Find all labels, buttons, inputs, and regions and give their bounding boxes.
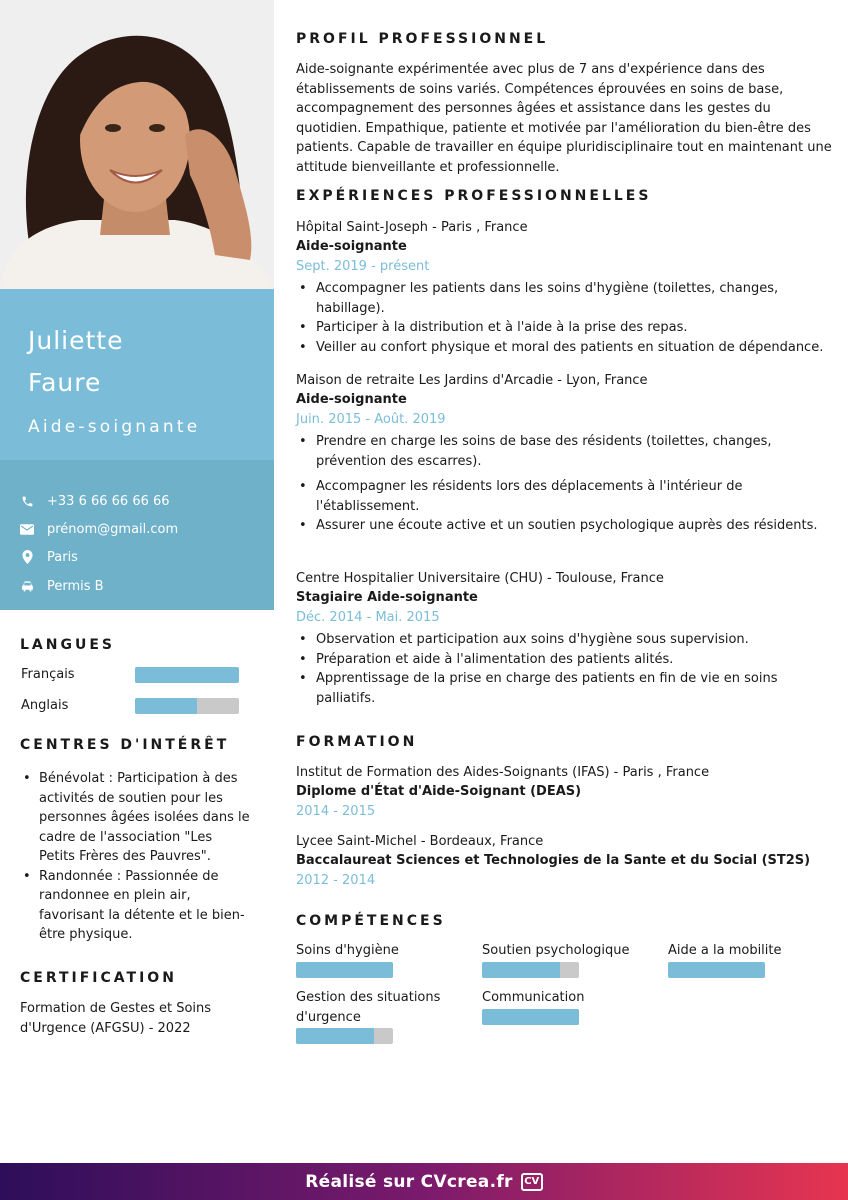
list-item: • Randonnée : Passionnée de randonnee en plein air, favorisant la détente et le bien-être physique.: [20, 867, 250, 945]
skill-item: [482, 988, 652, 1008]
last-name: Faure: [28, 368, 102, 397]
skill-name: Soutien psychologique: [482, 943, 630, 958]
job-title: Aide-soignante: [28, 417, 201, 437]
skill-name: Communication: [482, 990, 585, 1005]
education-degree: Diplome d'État d'Aide-Soignant (DEAS): [296, 784, 582, 799]
education-item: [296, 763, 836, 822]
skill-level-bar: [296, 962, 393, 978]
language-row: [21, 698, 241, 716]
contact-block: [0, 460, 274, 610]
education-school: Institut de Formation des Aides-Soignants (IFAS) - Paris , France: [296, 765, 710, 780]
experience-dates: Déc. 2014 - Mai. 2015: [296, 610, 440, 625]
skill-item: [296, 988, 456, 1028]
profile-photo: [0, 0, 274, 289]
experience-place: Maison de retraite Les Jardins d'Arcadie - Lyon, France: [296, 373, 648, 388]
list-item: • Prendre en charge les soins de base des résidents (toilettes, changes, prévention des escarres).: [296, 432, 836, 471]
profile-photo-illustration: [0, 0, 274, 289]
contact-location: [20, 547, 78, 567]
skill-level-fill: [296, 1028, 374, 1044]
list-item: • Participer à la distribution et à l'aide à la prise des repas.: [296, 318, 836, 338]
language-row: [21, 667, 241, 685]
contact-license: [20, 576, 104, 596]
sidebar: [0, 0, 274, 1163]
skill-name: Aide a la mobilite: [668, 943, 782, 958]
skill-name: Soins d'hygiène: [296, 943, 399, 958]
skill-level-fill: [296, 962, 393, 978]
skill-name: Gestion des situations d'urgence: [296, 990, 441, 1025]
experience-dates: Sept. 2019 - présent: [296, 259, 430, 274]
experience-role: Aide-soignante: [296, 392, 407, 407]
skill-level-bar: [482, 962, 579, 978]
certification-text: Formation de Gestes et Soins d'Urgence (AFGSU) - 2022: [20, 1001, 212, 1036]
skills-heading: COMPÉTENCES: [296, 913, 446, 929]
skill-item: [296, 941, 466, 961]
list-item: • Assurer une écoute active et un soutien psychologique auprès des résidents.: [296, 516, 836, 536]
cv-logo-icon: CV: [521, 1173, 543, 1191]
education-degree: Baccalaureat Sciences et Technologies de la Sante et du Social (ST2S): [296, 853, 811, 868]
experience-item: [296, 218, 836, 357]
footer-text[interactable]: Réalisé sur CVcrea.fr: [305, 1171, 513, 1192]
phone-number: +33 6 66 66 66 66: [47, 493, 170, 509]
experience-heading: EXPÉRIENCES PROFESSIONNELLES: [296, 188, 652, 204]
phone-icon: [20, 494, 34, 508]
mail-icon: [20, 522, 34, 536]
list-item: • Accompagner les patients dans les soins d'hygiène (toilettes, changes, habillage).: [296, 279, 836, 318]
list-item: • Apprentissage de la prise en charge des patients en fin de vie en soins palliatifs.: [296, 669, 836, 708]
first-name: Juliette: [28, 326, 124, 355]
experience-item: [296, 371, 836, 536]
skill-level-bar: [296, 1028, 393, 1044]
language-name: Français: [21, 667, 75, 682]
experience-place: Hôpital Saint-Joseph - Paris , France: [296, 220, 528, 235]
skill-level-fill: [482, 1009, 579, 1025]
interests-heading: CENTRES D'INTÉRÊT: [20, 737, 230, 753]
skill-item: [668, 941, 838, 961]
skill-item: [482, 941, 652, 961]
list-item: • Préparation et aide à l'alimentation des patients alités.: [296, 650, 836, 670]
car-icon: [20, 579, 34, 593]
language-name: Anglais: [21, 698, 69, 713]
list-item: • Accompagner les résidents lors des déplacements à l'intérieur de l'établissement.: [296, 477, 836, 516]
experience-place: Centre Hospitalier Universitaire (CHU) - Toulouse, France: [296, 571, 664, 586]
interests-list: [20, 769, 250, 945]
location-pin-icon: [20, 550, 34, 564]
skill-level-fill: [482, 962, 560, 978]
experience-tasks: [296, 279, 836, 357]
name-block: [0, 289, 274, 460]
language-level-bar: [135, 698, 239, 714]
email-address: prénom@gmail.com: [47, 521, 179, 537]
profile-text: Aide-soignante expérimentée avec plus de 7 ans d'expérience dans des établissements de soins variés. Compétences éprouvées en soins de base, accompagnement des personnes âgées et assistance dans les gestes du quotidien. Empathique, patiente et motivée par l'amélioration du bien-être des patients. Capable de travailler en équipe pluridisciplinaire tout en maintenant une attitude bienveillante et professionnelle.: [296, 62, 832, 175]
education-school: Lycee Saint-Michel - Bordeaux, France: [296, 834, 544, 849]
language-level-fill: [135, 698, 197, 714]
education-dates: 2014 - 2015: [296, 804, 376, 819]
skill-level-fill: [668, 962, 765, 978]
skill-level-bar: [482, 1009, 579, 1025]
languages-heading: LANGUES: [20, 637, 115, 653]
list-item: • Observation et participation aux soins d'hygiène sous supervision.: [296, 630, 836, 650]
contact-email: [20, 519, 179, 539]
education-heading: FORMATION: [296, 734, 418, 750]
experience-tasks: [296, 432, 836, 536]
profile-heading: PROFIL PROFESSIONNEL: [296, 31, 549, 47]
driving-license: Permis B: [47, 578, 104, 594]
experience-role: Stagiaire Aide-soignante: [296, 590, 478, 605]
skill-level-bar: [668, 962, 765, 978]
contact-phone: [20, 491, 170, 511]
education-item: [296, 832, 836, 891]
language-level-bar: [135, 667, 239, 683]
language-level-fill: [135, 667, 239, 683]
experience-dates: Juin. 2015 - Août. 2019: [296, 412, 446, 427]
experience-item: [296, 569, 836, 708]
certification-heading: CERTIFICATION: [20, 970, 177, 986]
list-item: • Veiller au confort physique et moral des patients en situation de dépendance.: [296, 338, 836, 358]
education-dates: 2012 - 2014: [296, 873, 376, 888]
experience-tasks: [296, 630, 836, 708]
list-item: • Bénévolat : Participation à des activités de soutien pour les personnes âgées isolées dans le cadre de l'association "Les Petits Frères des Pauvres".: [20, 769, 250, 867]
experience-role: Aide-soignante: [296, 239, 407, 254]
footer-banner[interactable]: [0, 1163, 848, 1200]
location: Paris: [47, 549, 78, 565]
